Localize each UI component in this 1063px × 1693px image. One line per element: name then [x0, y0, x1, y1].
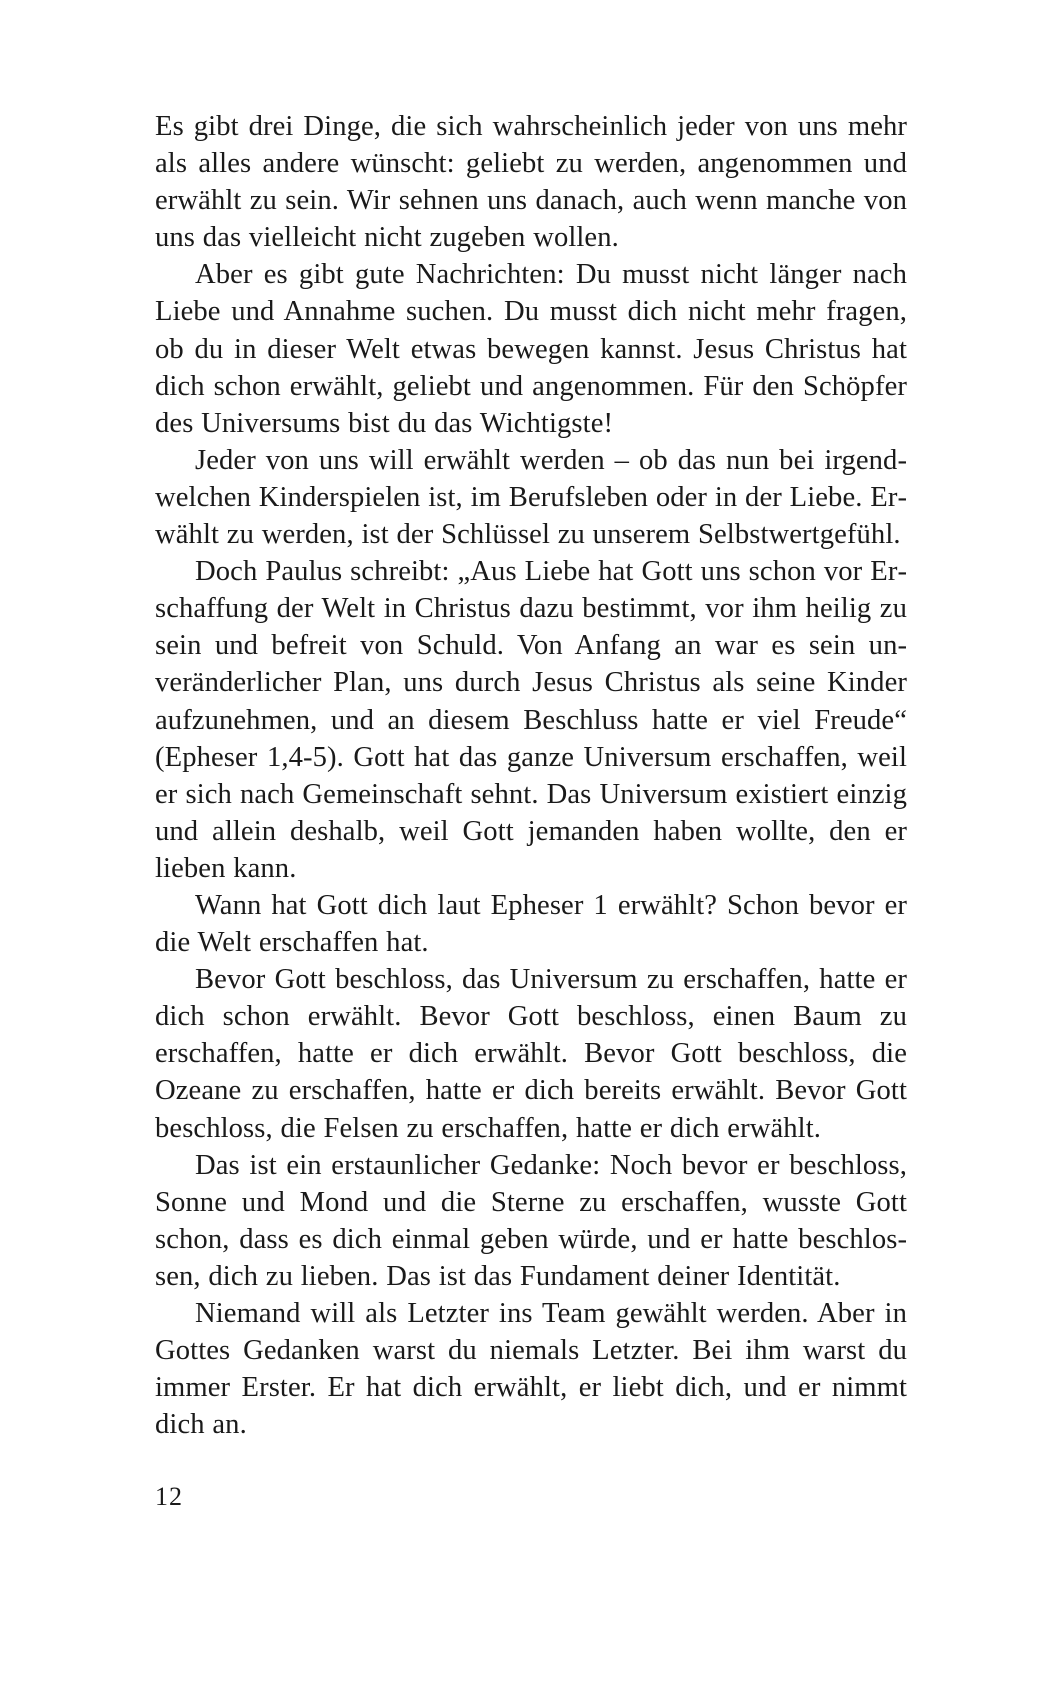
paragraph-6: Bevor Gott beschloss, das Universum zu erschaffen, hatte er dich schon erwählt. Bevor Gott beschloss, einen Baum zu erschaffen, hatte er dich erwählt. Bevor Gott beschloss, die Ozeane zu erschaffen, hatte er dich bereits erwählt. Bevor Gott beschloss, die Felsen zu erschaffen, hatte er dich erwählt. — [155, 964, 907, 1144]
paragraph-1: Es gibt drei Dinge, die sich wahrscheinlich jeder von uns mehr als alles andere wünscht: geliebt zu werden, angenommen und erwählt zu sein. Wir sehnen uns danach, auch wenn manche von uns das vielleicht nicht zugeben wollen. — [155, 111, 907, 254]
body-text — [155, 108, 907, 1443]
paragraph-4: Doch Paulus schreibt: „Aus Liebe hat Gott uns schon vor Erschaffung der Welt in Christus dazu bestimmt, vor ihm heilig zu sein und befreit von Schuld. Von Anfang an war es sein unveränderlicher Plan, uns durch Jesus Christus als seine Kinder aufzunehmen, und an diesem Beschluss hatte er viel Freude“ (Epheser 1,4-5). Gott hat das ganze Universum erschaffen, weil er sich nach Gemeinschaft sehnt. Das Universum existiert einzig und allein deshalb, weil Gott jemanden haben wollte, den er lieben kann. — [155, 556, 907, 884]
paragraph-7: Das ist ein erstaunlicher Gedanke: Noch bevor er beschloss, Sonne und Mond und die Sterne zu erschaffen, wusste Gott schon, dass es dich einmal geben würde, und er hatte beschlossen, dich zu lieben. Das ist das Fundament deiner Identität. — [155, 1149, 907, 1292]
paragraph-3: Jeder von uns will erwählt werden – ob das nun bei irgendwelchen Kinderspielen ist, im Berufsleben oder in der Liebe. Erwählt zu werden, ist der Schlüssel zu unserem Selbstwertgefühl. — [155, 444, 907, 551]
page-number: 12 — [155, 1482, 183, 1511]
paragraph-5: Wann hat Gott dich laut Epheser 1 erwählt? Schon bevor er die Welt erschaffen hat. — [155, 889, 907, 959]
paragraph-2: Aber es gibt gute Nachrichten: Du musst nicht länger nach Liebe und Annahme suchen. Du musst dich nicht mehr fragen, ob du in dieser Welt etwas bewegen kannst. Jesus Christus hat dich schon erwählt, geliebt und angenommen. Für den Schöpfer des Universums bist du das Wichtigste! — [155, 259, 907, 439]
paragraph-8: Niemand will als Letzter ins Team gewählt werden. Aber in Gottes Gedanken warst du niemals Letzter. Bei ihm warst du immer Erster. Er hat dich erwählt, er liebt dich, und er nimmt dich an. — [155, 1298, 907, 1441]
